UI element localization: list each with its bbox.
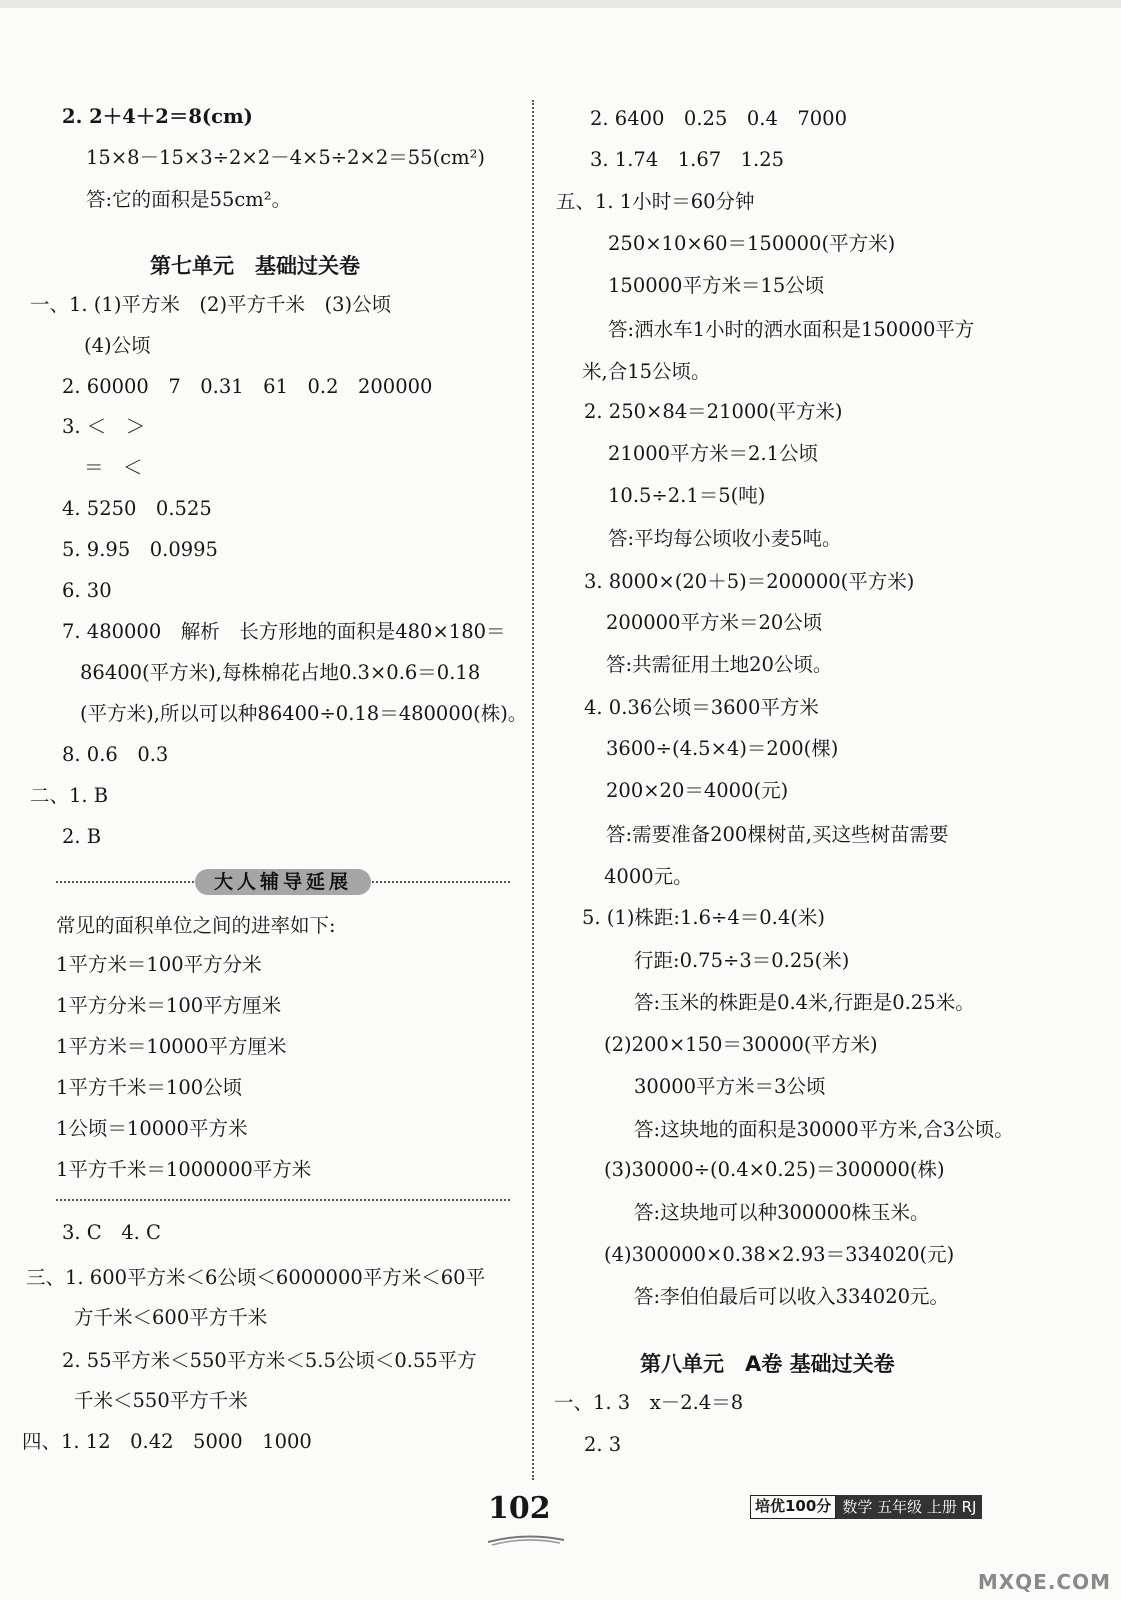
answer-line: 2. 2＋4＋2＝8(cm) [62,105,253,128]
answer-line: 答:洒水车1小时的洒水面积是150000平方 [608,318,975,341]
answer-line: 一、1. (1)平方米 (2)平方千米 (3)公顷 [30,293,392,316]
answer-line: 3600÷(4.5×4)＝200(棵) [606,737,839,760]
column-divider [532,100,534,1480]
answer-line: 答:这块地可以种300000株玉米。 [634,1201,930,1224]
answer-line: 一、1. 3 x－2.4＝8 [554,1391,744,1414]
answer-line: 8. 0.6 0.3 [62,743,169,766]
answer-line: 答:李伯伯最后可以收入334020元。 [634,1285,950,1308]
answer-line: 2. 6400 0.25 0.4 7000 [590,107,847,130]
answer-line: 200000平方米＝20公顷 [606,611,823,634]
extension-line: 1平方米＝10000平方厘米 [56,1035,287,1058]
answer-line: 行距:0.75÷3＝0.25(米) [634,949,850,972]
answer-line: 2. 60000 7 0.31 61 0.2 200000 [62,375,433,398]
answer-line: 三、1. 600平方米＜6公顷＜6000000平方米＜60平 [26,1266,486,1289]
extension-line: 1平方分米＝100平方厘米 [56,994,282,1017]
answer-line: 30000平方米＝3公顷 [634,1075,826,1098]
answer-line: ＝ ＜ [84,456,143,479]
answer-line: (3)30000÷(0.4×0.25)＝300000(株) [604,1158,945,1181]
answer-line: (2)200×150＝30000(平方米) [604,1033,878,1056]
answer-line: (4)公顷 [84,334,151,357]
answer-line: 2. 55平方米＜550平方米＜5.5公顷＜0.55平方 [62,1349,477,1372]
answer-line: 四、1. 12 0.42 5000 1000 [22,1430,312,1453]
answer-line: 答:平均每公顷收小麦5吨。 [608,527,842,550]
answer-line: 3. 8000×(20＋5)＝200000(平方米) [584,570,915,593]
answer-line: 答:它的面积是55cm²。 [86,188,292,211]
answer-line: (4)300000×0.38×2.93＝334020(元) [604,1243,955,1266]
answer-line: 五、1. 1小时＝60分钟 [556,190,755,213]
answer-line: 200×20＝4000(元) [606,779,789,802]
extension-line: 1公顷＝10000平方米 [56,1117,248,1140]
extension-line: 1平方米＝100平方分米 [56,953,262,976]
answer-line: 6. 30 [62,579,112,602]
answer-line: 二、1. B [30,784,109,807]
watermark: MXQE.COM [977,1570,1111,1594]
extension-banner: 大人辅导延展 [195,869,371,895]
footer-brand: 培优100分 [750,1495,836,1519]
answer-line: 2. 3 [584,1433,622,1456]
answer-line: 3. 1.74 1.67 1.25 [590,148,785,171]
answer-line: 4000元。 [604,865,693,888]
answer-line: (平方米),所以可以种86400÷0.18＝480000(株)。 [80,702,528,725]
page-top-edge [0,0,1121,8]
footer-subject-grade: 数学 五年级 上册 RJ [836,1495,982,1519]
answer-line: 2. 250×84＝21000(平方米) [584,400,843,423]
answer-line: 2. B [62,825,102,848]
answer-line: 10.5÷2.1＝5(吨) [608,484,766,507]
answer-line: 86400(平方米),每株棉花占地0.3×0.6＝0.18 [80,661,481,684]
answer-line: 250×10×60＝150000(平方米) [608,232,896,255]
answer-line: 7. 480000 解析 长方形地的面积是480×180＝ [62,620,506,643]
answer-line: 4. 5250 0.525 [62,497,212,520]
page-number-swoosh [486,1530,566,1548]
answer-line: 5. (1)株距:1.6÷4＝0.4(米) [582,906,825,929]
answer-line: 4. 0.36公顷＝3600平方米 [584,696,819,719]
extension-line: 1平方千米＝100公顷 [56,1076,243,1099]
answer-line: 千米＜550平方千米 [74,1389,248,1412]
answer-line: 5. 9.95 0.0995 [62,538,218,561]
answer-line: 15×8－15×3÷2×2－4×5÷2×2＝55(cm²) [86,146,486,169]
answer-line: 答:玉米的株距是0.4米,行距是0.25米。 [634,991,975,1014]
answer-line: 方千米＜600平方千米 [74,1306,268,1329]
answer-line: 答:需要准备200棵树苗,买这些树苗需要 [606,823,949,846]
extension-line: 1平方千米＝1000000平方米 [56,1158,312,1181]
extension-divider-bottom [56,1199,510,1201]
answer-line: 21000平方米＝2.1公顷 [608,442,819,465]
unit-8-title: 第八单元 A卷 基础过关卷 [640,1352,895,1376]
footer-book-label [750,1495,982,1519]
extension-line: 常见的面积单位之间的进率如下: [56,914,336,937]
answer-line: 150000平方米＝15公顷 [608,274,825,297]
page-number: 102 [488,1491,551,1526]
answer-line: 米,合15公顷。 [582,360,711,383]
answer-line: 3. C 4. C [62,1221,161,1244]
answer-line: 答:这块地的面积是30000平方米,合3公顷。 [634,1118,1014,1141]
answer-line: 答:共需征用土地20公顷。 [606,653,833,676]
answer-line: 3. ＜ ＞ [62,415,146,438]
unit-7-title: 第七单元 基础过关卷 [150,254,360,278]
